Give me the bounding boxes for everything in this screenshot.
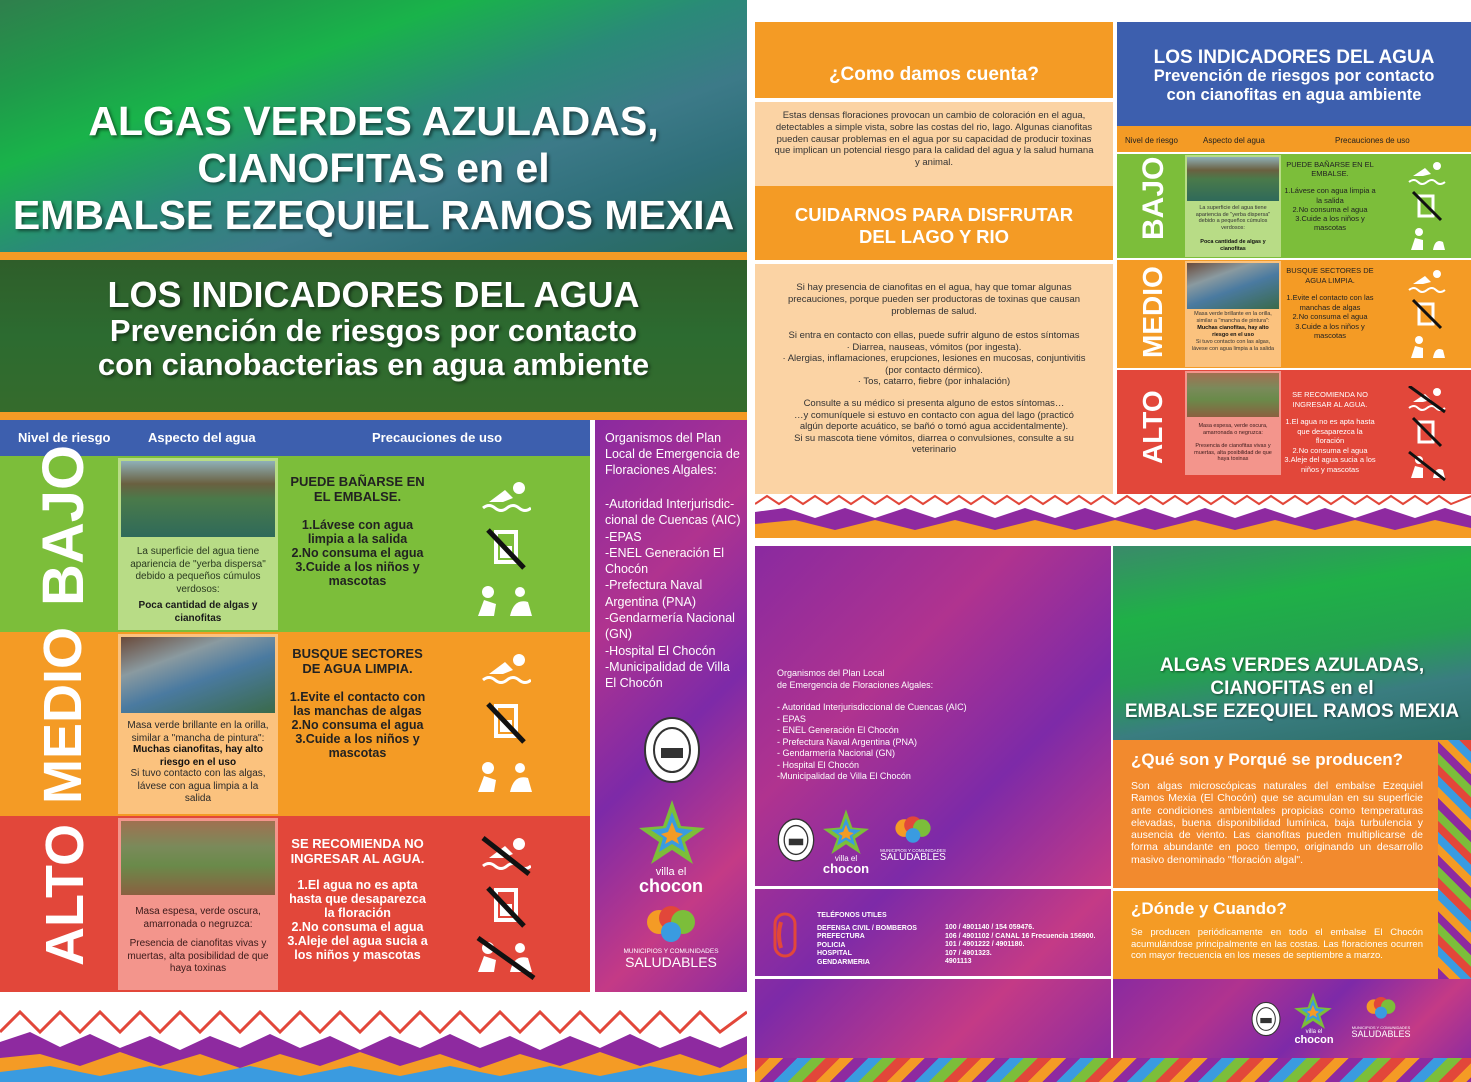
alto-aspect: Masa espesa, verde oscura, amarronada o negruzca: Presencia de cianofitas vivas y muertas, alta posibilidad de que haya toxinas [118,818,278,990]
bajo-photo [121,461,275,537]
alto-photo [121,821,275,895]
left-subtitle-1: LOS INDICADORES DEL AGUA [107,274,640,315]
child-pet-icon [474,756,538,796]
left-organismos-column: Organismos del Plan Local de Emergencia de Floraciones Algales: -Autoridad Interjurisdic-cional de Cuencas (AIC) -EPAS -ENEL Generación El Chocón -Prefectura Naval Argentina (PNA) -Gendarmería Nacional (GN) -Hospital El Chocón -Municipalidad de Villa El Chocón villa el chocon MUNICIPIOS Y COMUNIDADES SALUDABLES [595,420,747,992]
villa-chocon-logo [637,798,707,864]
left-organismos-list: -Autoridad Interjurisdic-cional de Cuencas (AIC) -EPAS -ENEL Generación El Chocón -Prefectura Naval Argentina (PNA) -Gendarmería Nacional (GN) -Hospital El Chocón -Municipalidad de Villa El Chocón [605,497,741,691]
tr-zigzag-border [755,494,1471,538]
saludables-logo [641,906,701,946]
br-left-column: Organismos del Plan Local de Emergencia de Floraciones Algales: - Autoridad Interjurisdiccional de Cuencas (AIC) - EPAS - ENEL Generación El Chocón - Prefectura Naval Argentina (PNA) - Gendarmería Nacional (GN) - Hospital El Chocón -Municipalidad de Villa El Chocón villa el chocon MUNICIPIOS Y COMUNIDADES SALUDABLES TELÉFONOS UTILES DEFENSA CIVIL / BOMBEROS PREFECTURA POLICIA HOSPITAL GENDARMERIA 100 / 4901140 / 154 059476. 106 / 4901102 / CANAL 16 Frecuencia 156900. 101 / 4901222 / 4901180. 107 / 4901323. 4901113 [755,546,1111,1058]
medio-photo [121,637,275,713]
br-villa-chocon-logo [821,808,871,854]
child-pet-icon [474,580,538,620]
br-side-zigzag [1438,740,1471,979]
left-panel-header [0,0,747,252]
br-donde-box: ¿Dónde y Cuando? Se producen periódicamente en todo el embalse El Chocón acumulándose principalmente en las costas. Las floraciones ocurren con mayor frecuencia en los meses de septiembre a marzo. [1113,891,1438,979]
left-zigzag-border [0,992,747,1082]
footer-saludables-logo [1363,997,1399,1021]
phone-icon [773,912,797,958]
tr-cuidarnos-text-box: Si hay presencia de cianofitas en el agua, hay que tomar algunas precauciones, porque pueden ser productoras de toxinas que causan problemas de salud. Si entra en contacto con ellas, puede sufrir alguno de estos síntomas · Diarrea, nauseas, vómitos (por ingesta). · Alergias, inflamaciones, erupciones, lesiones en mucosas, conjuntivitis (por contacto dérmico). · Tos, catarro, fiebre (por inhalación) Consulte a su médico si presenta alguno de estos síntomas… …y comuníquele si estuvo en contacto con agua del lago (practicó algún deporte acuático, se bañó o tomó agua accidentalmente). Si su mascota tiene vómitos, diarrea o convulsiones, consulte a su veterinario [755,264,1113,494]
left-subtitle-3: con cianobacterias en agua ambiente [97,347,650,382]
tr-alto-icons [1407,386,1447,482]
footer-villa-chocon-logo [1293,991,1333,1029]
br-que-box: ¿Qué son y Porqué se producen? Son algas microscópicas naturales del embalse Ezequiel Ramos Mexia (El Chocón) que se acumulan en su superficie ante condiciones ambientales propicias como temperaturas elevadas, buena disponibilidad lumínica, baja turbulencia y ausencia de viento. Las cianofitas pueden multiplicarse de forma abundante en poco tiempo, originando un desarrollo masivo denominado "floración algal". [1113,740,1438,888]
no-drink-icon [484,700,528,744]
row-bajo: BAJO La superficie del agua tiene apariencia de "yerba dispersa" debido a pequeños cúmulos verdosos: Poca cantidad de algas y cianofitas PUEDE BAÑARSE EN EL EMBALSE. 1.Lávese con agua limpia a la salida 2.No consuma el agua 3.Cuide a los niños y mascotas [0,456,590,632]
row-alto: ALTO Masa espesa, verde oscura, amarronada o negruzca: Presencia de cianofitas vivas y muertas, alta posibilidad de que haya toxinas SE RECOMIENDA NO INGRESAR AL AGUA. 1.El agua no es apta hasta que desaparezca la floración 2.No consuma el agua 3.Aleje del agua sucia a los niños y mascotas [0,816,590,992]
medio-aspect: Masa verde brillante en la orilla, similar a "mancha de pintura": Muchas cianofitas, hay alto riesgo en el uso Si tuvo contacto con las algas, lávese con agua limpia a la salida [118,634,278,814]
br-bottom-zigzag [755,1058,1471,1082]
no-swim-icon [481,836,531,876]
tr-medio-photo [1187,263,1279,309]
tr-bajo-photo [1187,157,1279,201]
tr-como-header: ¿Como damos cuenta? [755,22,1113,98]
br-footer: villa el chocon MUNICIPIOS Y COMUNIDADES SALUDABLES [1113,979,1471,1061]
br-seal-logo [777,816,815,864]
tr-alto-photo [1187,373,1279,417]
tr-row-medio: MEDIO Masa verde brillante en la orilla, similar a "mancha de pintura": Muchas cianofitas, hay alto riesgo en el uso Si tuvo contacto con las algas, lávese con agua limpia a la salida BUSQUE SECTORES DE AGUA LIMPIA. 1.Evite el contacto con las manchas de algas 2.No consuma el agua 3.Cuide a los niños y mascotas [1117,260,1471,368]
footer-seal-logo [1251,999,1281,1039]
seal-logo [643,716,701,784]
bajo-aspect: La superficie del agua tiene apariencia de "yerba dispersa" debido a pequeños cúmulos verdosos: Poca cantidad de algas y cianofitas [118,458,278,630]
no-child-pet-icon [474,936,538,980]
row-medio: MEDIO Masa verde brillante en la orilla, similar a "mancha de pintura": Muchas cianofitas, hay alto riesgo en el uso Si tuvo contacto con las algas, lávese con agua limpia a la salida BUSQUE SECTORES DE AGUA LIMPIA. 1.Evite el contacto con las manchas de algas 2.No consuma el agua 3.Cuide a los niños y mascotas [0,632,590,816]
left-table-header: Nivel de riesgo Aspecto del agua Precauciones de uso [0,420,590,456]
left-stripe [0,252,747,260]
tr-table-header: Nivel de riesgo Aspecto del agua Precauciones de uso [1117,126,1471,152]
tr-indicadores-header: LOS INDICADORES DEL AGUA Prevención de riesgos por contacto con cianofitas en agua ambiente [1117,22,1471,126]
tr-bajo-icons [1407,160,1447,252]
no-drink-icon [484,526,528,570]
tr-cuidarnos-header: CUIDARNOS PARA DISFRUTAR DEL LAGO Y RIO [755,186,1113,260]
tr-como-text-box: Estas densas floraciones provocan un cambio de coloración en el agua, detectables a simple vista, sobre las costas del rio, lago. Algunas cianofitas pueden causar problemas en el agua por su capacidad de producir toxinas que implican un potencial riesgo para la calidad del agua y la salud humana y animal. [755,102,1113,186]
swim-icon [481,480,531,516]
left-subtitle-2: Prevención de riesgos por contacto [109,313,638,348]
tr-row-bajo: BAJO La superficie del agua tiene apariencia de "yerba dispersa" debido a pequeños cúmulos verdosos: Poca cantidad de algas y cianofitas PUEDE BAÑARSE EN EL EMBALSE. 1.Lávese con agua limpia a la salida 2.No consuma el agua 3.Cuide a los niños y mascotas [1117,154,1471,258]
br-right-header: ALGAS VERDES AZULADAS, CIANOFITAS en el EMBALSE EZEQUIEL RAMOS MEXIA [1113,546,1471,740]
br-saludables-logo [891,816,935,846]
no-drink-icon [484,884,528,928]
left-title: ALGAS VERDES AZULADAS, CIANOFITAS en el EMBALSE EZEQUIEL RAMOS MEXIA [12,98,735,238]
left-subtitle-band [0,260,747,412]
swim-icon [481,652,531,688]
tr-row-alto: ALTO Masa espesa, verde oscura, amarronada o negruzca: Presencia de cianofitas vivas y muertas, alta posibilidad de que haya toxinas SE RECOMIENDA NO INGRESAR AL AGUA. 1.El agua no es apta hasta que desaparezca la floración 2.No consuma el agua 3.Aleje del agua sucia a los niños y mascotas [1117,370,1471,494]
tr-medio-icons [1407,268,1447,360]
